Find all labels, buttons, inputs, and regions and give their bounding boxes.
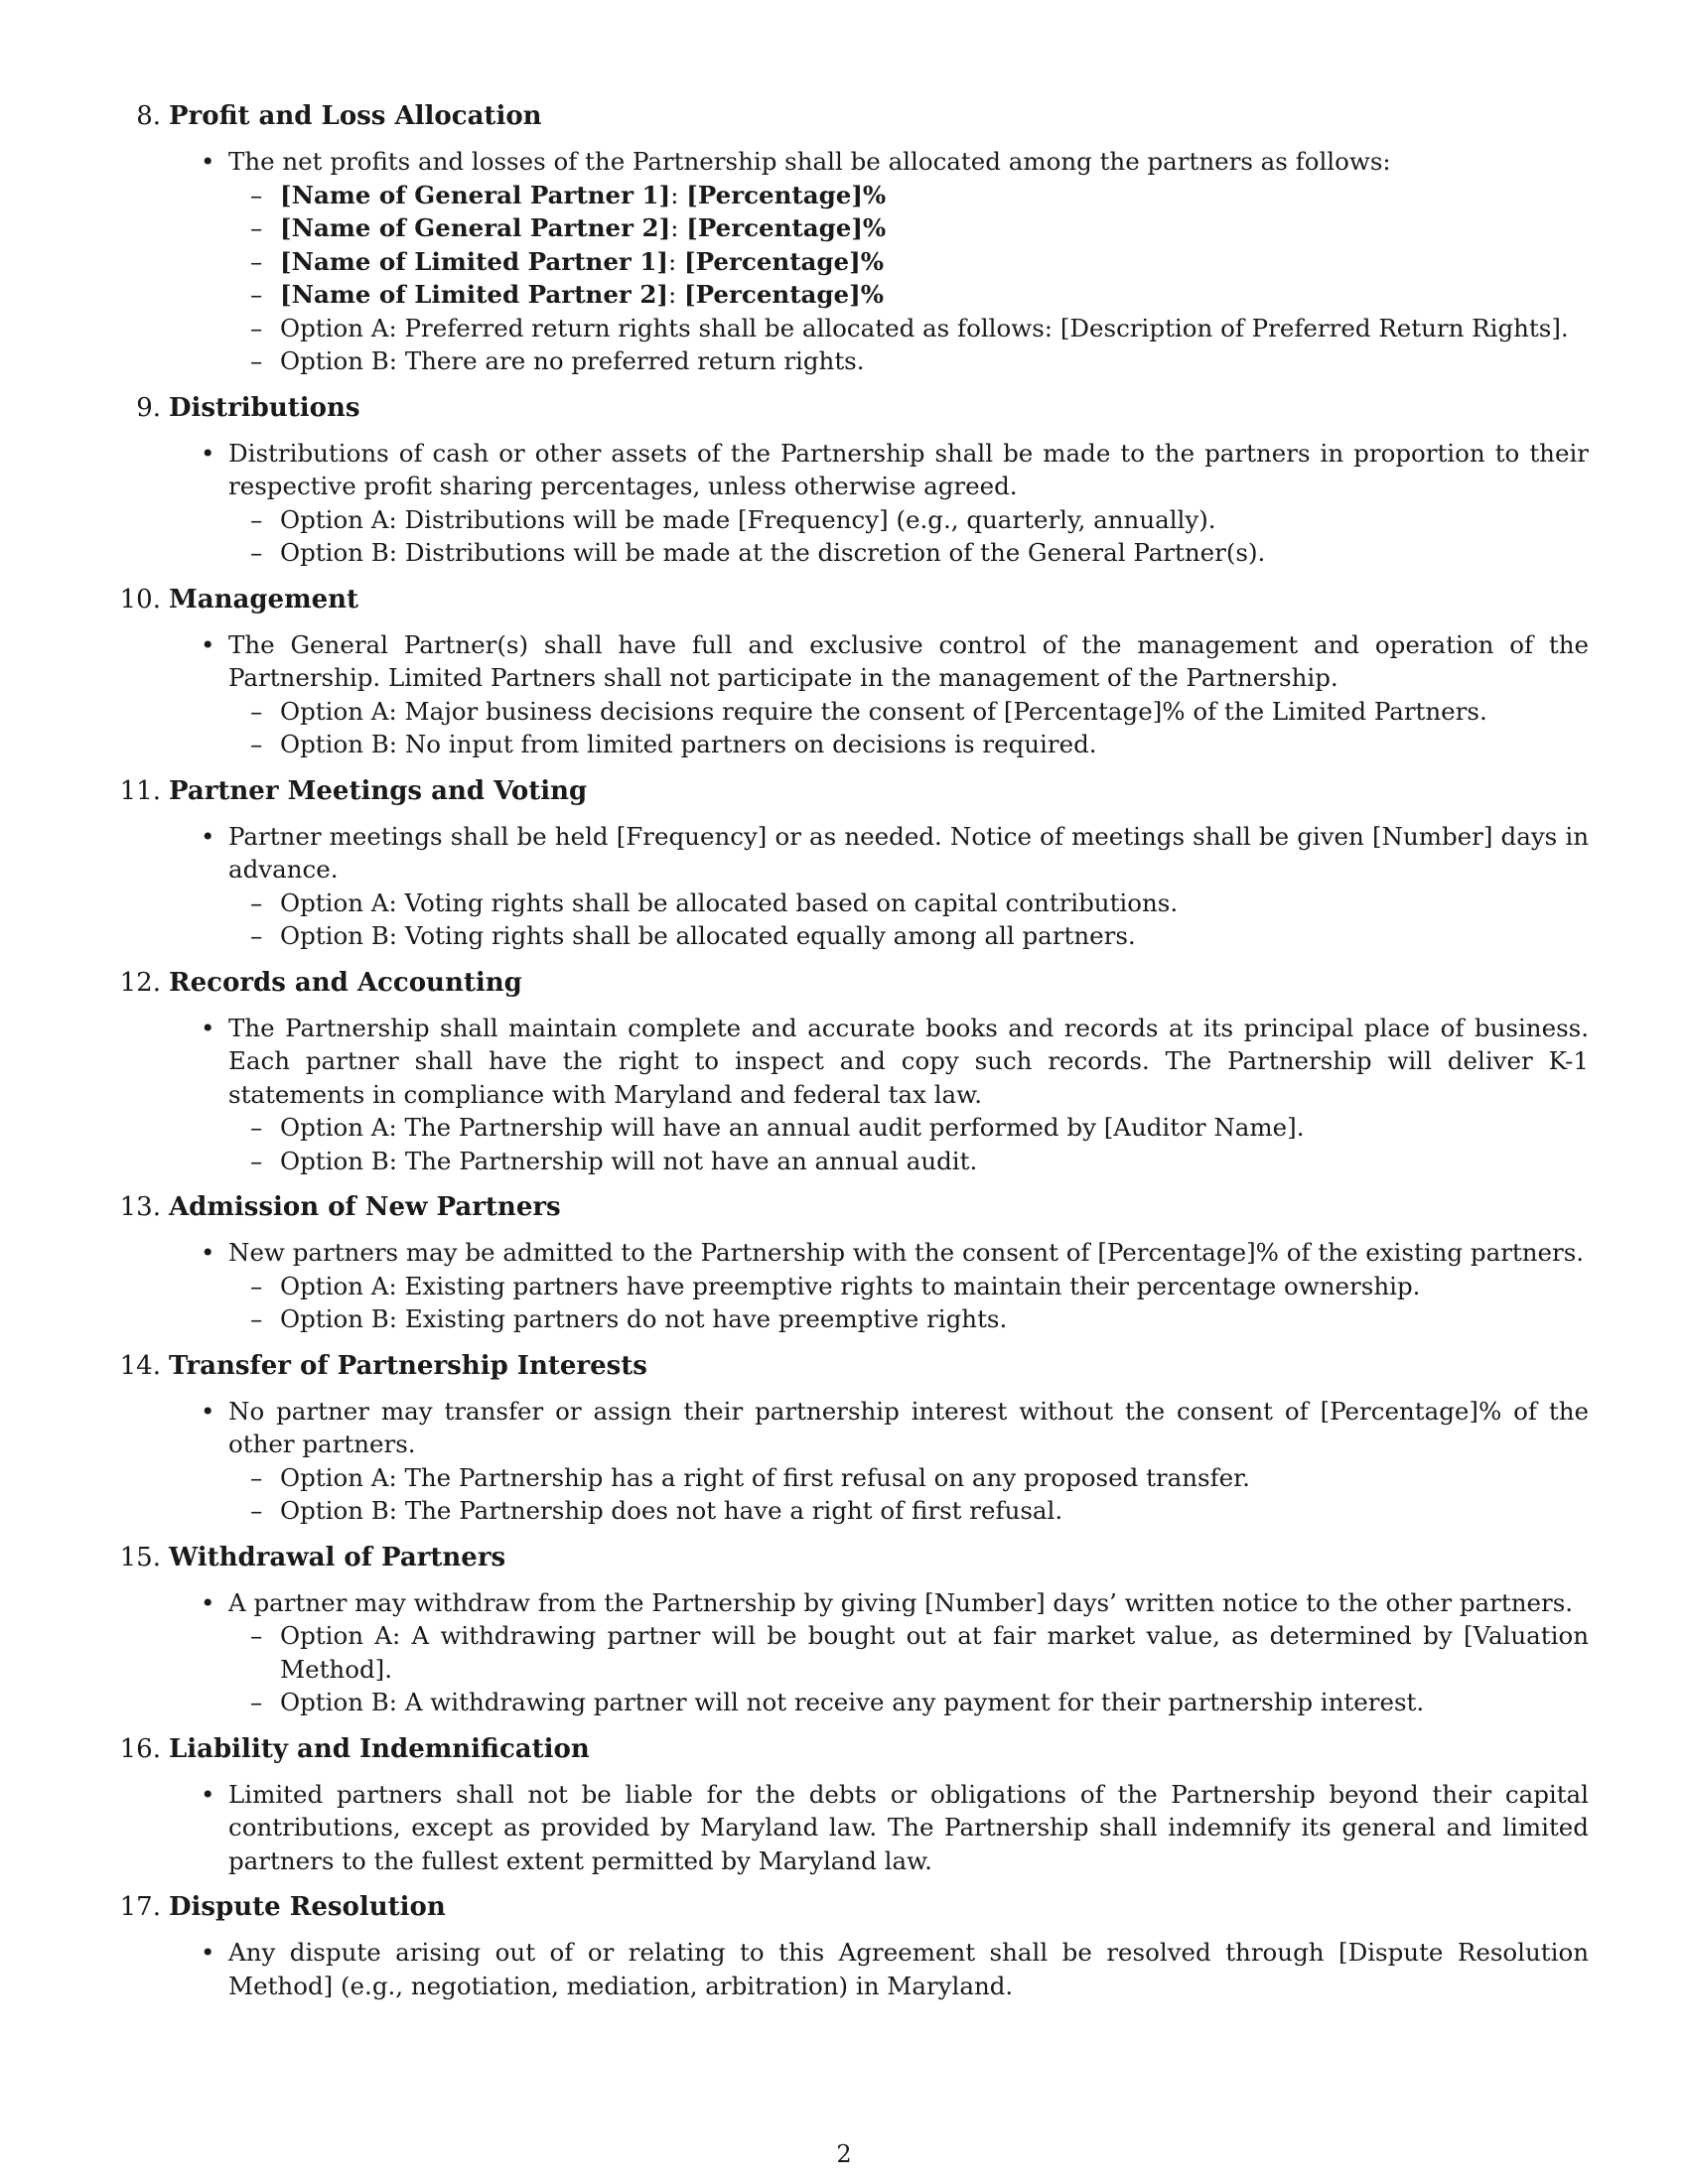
bullet-text: Any dispute arising out of or relating to this Agreement shall be resolved through [Dispute Resolution Method] (e.g., negotiation, mediation, arbitration) in Maryland. [228,1938,1589,2000]
dash-icon: – [250,538,263,567]
dash-icon: – [250,1496,263,1525]
bullet-text: Limited partners shall not be liable for the debts or obligations of the Partnership beyond their capital contributions, except as provided by Maryland law. The Partnership shall indemnify its general and limited partners to the fullest extent permitted by Maryland law. [228,1779,1589,1875]
bullet-item [201,628,1589,695]
option-text: Option B: Existing partners do not have preemptive rights. [280,1304,1008,1333]
option-item [250,536,1589,570]
section-number: 9. [136,392,161,423]
dash-icon: – [250,1271,263,1300]
option-text: Option A: Voting rights shall be allocated based on capital contributions. [280,887,1179,917]
dash-icon: – [250,1146,263,1175]
section-heading [119,1888,1589,1926]
section-title: Management [169,584,359,614]
option-item [250,1270,1589,1303]
partner-percentage: [Percentage]% [686,180,887,209]
dash-icon: – [250,1621,263,1650]
bullet-text: A partner may withdraw from the Partnership by giving [Number] days’ written notice to the other partners. [228,1587,1574,1617]
separator: : [667,280,677,309]
bullet-icon: • [201,1396,215,1426]
dash-icon: – [250,1688,263,1716]
bullet-item [201,1236,1589,1270]
bullet-item [201,1586,1589,1620]
bullet-text: New partners may be admitted to the Partnership with the consent of [Percentage]% of the existing partners. [228,1238,1585,1267]
partner-percentage: [Percentage]% [684,280,884,309]
section-heading [119,772,1589,810]
section-heading [119,581,1589,618]
bullet-icon: • [201,438,215,468]
section-number: 14. [119,1350,161,1381]
option-text: Option B: Voting rights shall be allocated equally among all partners. [280,921,1136,950]
partner-name: [Name of General Partner 1] [280,180,671,209]
section-14 [119,1347,1589,1528]
option-text: Option A: The Partnership has a right of first refusal on any proposed transfer. [280,1462,1250,1492]
bullet-text: The General Partner(s) shall have full and exclusive control of the management and operation of the Partnership. Limited Partners shall not participate in the management of the Partnership. [228,629,1589,692]
bullet-icon: • [201,1938,215,1967]
bullet-item [201,1012,1589,1112]
document-body [119,97,1589,2002]
bullet-text: The Partnership shall maintain complete and accurate books and records at its principal place of business. Each partner shall have the right to inspect and copy such records. The Partnership will deliver K-1 statements in compliance with Maryland and federal tax law. [228,1013,1589,1109]
option-item [250,919,1589,953]
section-title: Admission of New Partners [169,1192,561,1222]
dash-icon: – [250,504,263,534]
section-heading [119,97,1589,135]
partner-name: [Name of Limited Partner 1] [280,246,668,276]
bullet-text: No partner may transfer or assign their partnership interest without the consent of [Percentage]% of the other partners. [228,1396,1589,1458]
section-16 [119,1730,1589,1878]
bullet-item [201,437,1589,503]
section-8 [119,97,1589,378]
section-title: Partner Meetings and Voting [169,775,588,806]
bullet-item [201,1395,1589,1461]
section-heading [119,1347,1589,1385]
option-text: Option B: The Partnership will not have an annual audit. [280,1146,978,1175]
option-text: Option A: Distributions will be made [Frequency] (e.g., quarterly, annually). [280,504,1216,534]
section-10 [119,581,1589,761]
bullet-icon: • [201,1779,215,1809]
allocation-item [250,211,1589,245]
option-item [250,312,1589,345]
section-title: Transfer of Partnership Interests [169,1350,647,1381]
dash-icon: – [250,1462,263,1492]
dash-icon: – [250,1113,263,1142]
bullet-item [201,1936,1589,2002]
dash-icon: – [250,696,263,726]
bullet-icon: • [201,629,215,659]
partner-name: [Name of Limited Partner 2] [280,280,668,309]
option-text: Option B: A withdrawing partner will not receive any payment for their partnership interest. [280,1688,1425,1716]
option-text: Option A: Existing partners have preemptive rights to maintain their percentage ownership. [280,1271,1421,1300]
bullet-item [201,1778,1589,1878]
bullet-icon: • [201,821,215,851]
dash-icon: – [250,280,263,309]
dash-icon: – [250,246,263,276]
section-11 [119,772,1589,953]
option-item [250,1619,1589,1686]
section-title: Distributions [169,392,360,423]
bullet-item [201,820,1589,887]
option-item [250,344,1589,378]
option-text: Option B: No input from limited partners on decisions is required. [280,730,1097,758]
dash-icon: – [250,921,263,950]
option-item [250,728,1589,761]
bullet-icon: • [201,1238,215,1267]
section-heading [119,1188,1589,1226]
partner-name: [Name of General Partner 2] [280,213,671,242]
dash-icon: – [250,887,263,917]
option-text: Option B: There are no preferred return rights. [280,346,865,375]
section-heading [119,1539,1589,1576]
dash-icon: – [250,1304,263,1333]
allocation-item [250,245,1589,279]
separator: : [667,246,677,276]
section-17 [119,1888,1589,2002]
section-title: Withdrawal of Partners [169,1542,506,1572]
option-item [250,1111,1589,1145]
option-item [250,695,1589,729]
separator: : [670,180,679,209]
section-number: 16. [119,1733,161,1764]
page-number: 2 [836,2140,852,2168]
section-title: Liability and Indemnification [169,1733,590,1764]
separator: : [670,213,679,242]
section-number: 10. [119,584,161,614]
bullet-icon: • [201,1587,215,1617]
bullet-text: The net profits and losses of the Partnership shall be allocated among the partners as follows: [228,147,1391,176]
option-item [250,1494,1589,1528]
option-item [250,1145,1589,1178]
section-9 [119,389,1589,570]
dash-icon: – [250,346,263,375]
section-12 [119,964,1589,1178]
option-item [250,1686,1589,1719]
bullet-text: Distributions of cash or other assets of the Partnership shall be made to the partners in proportion to their respective profit sharing percentages, unless otherwise agreed. [228,438,1589,500]
option-text: Option A: A withdrawing partner will be bought out at fair market value, as determined by [Valuation Method]. [280,1621,1589,1684]
section-title: Dispute Resolution [169,1892,446,1922]
option-text: Option A: Preferred return rights shall be allocated as follows: [Description of Preferred Return Rights]. [280,313,1569,342]
bullet-item [201,145,1589,179]
section-number: 8. [136,101,161,131]
partner-percentage: [Percentage]% [686,213,887,242]
dash-icon: – [250,313,263,342]
section-heading [119,389,1589,427]
allocation-item [250,278,1589,312]
dash-icon: – [250,213,263,242]
option-text: Option A: Major business decisions require the consent of [Percentage]% of the Limited Partners. [280,696,1487,726]
dash-icon: – [250,180,263,209]
section-number: 13. [119,1192,161,1222]
option-text: Option B: The Partnership does not have a right of first refusal. [280,1496,1063,1525]
section-15 [119,1539,1589,1719]
section-number: 12. [119,967,161,998]
option-item [250,503,1589,537]
bullet-icon: • [201,147,215,176]
section-13 [119,1188,1589,1336]
dash-icon: – [250,730,263,758]
option-item [250,1302,1589,1336]
option-text: Option A: The Partnership will have an annual audit performed by [Auditor Name]. [280,1113,1305,1142]
section-number: 17. [119,1892,161,1922]
partner-percentage: [Percentage]% [684,246,884,276]
section-heading [119,1730,1589,1768]
option-text: Option B: Distributions will be made at the discretion of the General Partner(s). [280,538,1266,567]
allocation-item [250,179,1589,212]
section-title: Records and Accounting [169,967,522,998]
section-number: 15. [119,1542,161,1572]
option-item [250,887,1589,920]
bullet-icon: • [201,1013,215,1042]
bullet-text: Partner meetings shall be held [Frequency] or as needed. Notice of meetings shall be given [Number] days in advance. [228,821,1589,884]
section-heading [119,964,1589,1002]
option-item [250,1461,1589,1495]
section-number: 11. [119,775,161,806]
section-title: Profit and Loss Allocation [169,101,542,131]
